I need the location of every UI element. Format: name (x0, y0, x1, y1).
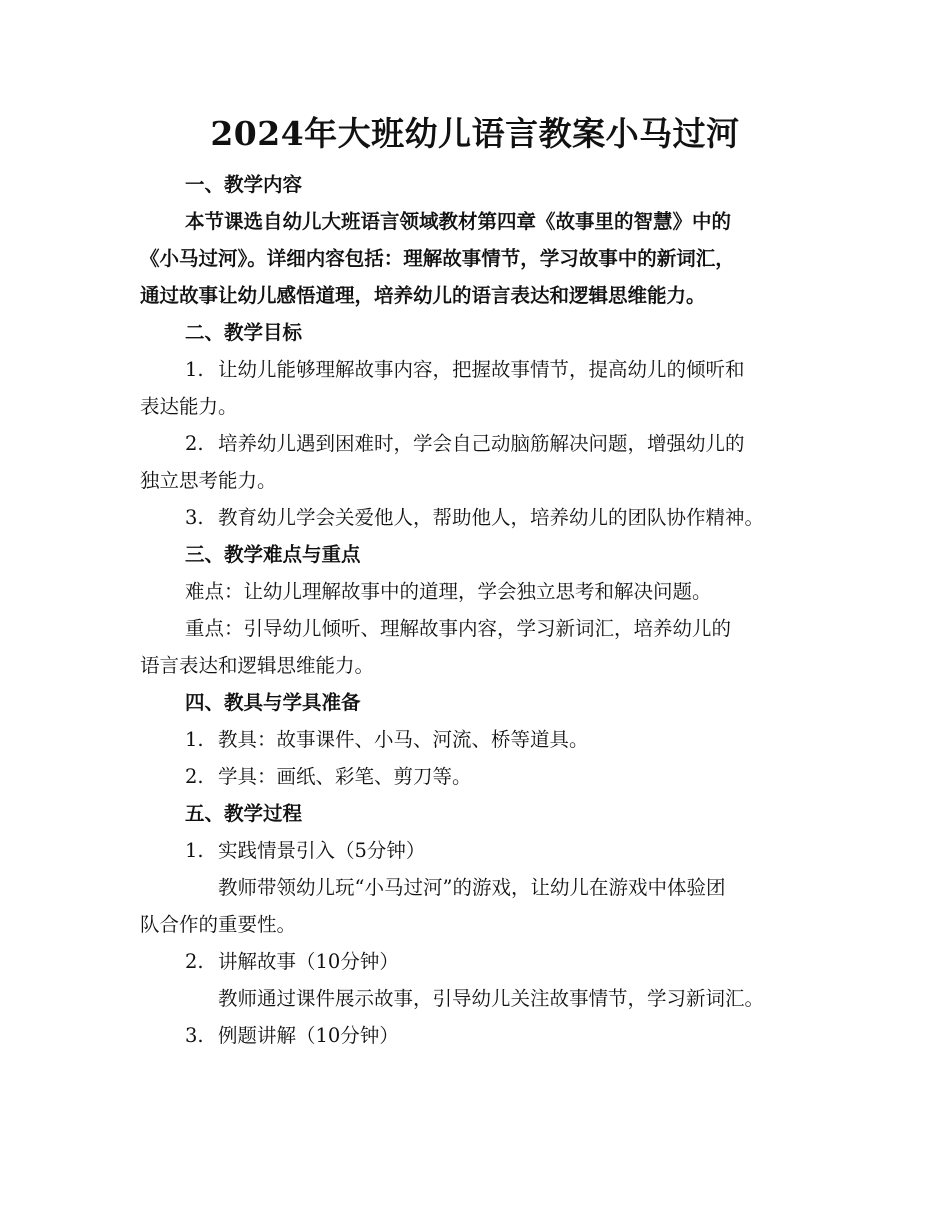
key-point-continuation: 语言表达和逻辑思维能力。 (140, 654, 375, 677)
list-number: 1. (185, 728, 204, 751)
document-body (140, 166, 820, 1054)
section-heading-objectives: 二、教学目标 (185, 321, 303, 344)
list-text: 教具：故事课件、小马、河流、桥等道具。 (218, 728, 589, 751)
list-item (140, 758, 820, 795)
section-heading-materials: 四、教具与学具准备 (185, 691, 361, 714)
step-description: 教师带领幼儿玩“小马过河”的游戏，让幼儿在游戏中体验团 (218, 876, 726, 899)
list-number: 2. (185, 765, 204, 788)
list-item (140, 425, 820, 462)
paragraph-line: 本节课选自幼儿大班语言领域教材第四章《故事里的智慧》中的 (185, 210, 732, 233)
step-description: 教师通过课件展示故事，引导幼儿关注故事情节，学习新词汇。 (218, 987, 765, 1010)
step-number: 2. (185, 950, 204, 973)
step-title: 例题讲解（10分钟） (218, 1024, 399, 1047)
list-item (140, 721, 820, 758)
list-item (140, 499, 820, 536)
list-number: 1. (185, 358, 204, 381)
difficulty-text: 难点：让幼儿理解故事中的道理，学会独立思考和解决问题。 (185, 580, 712, 603)
list-continuation: 独立思考能力。 (140, 469, 277, 492)
step-title: 讲解故事（10分钟） (218, 950, 399, 973)
paragraph-line: 《小马过河》。详细内容包括：理解故事情节，学习故事中的新词汇， (140, 247, 735, 270)
list-number: 2. (185, 432, 204, 455)
list-text: 教育幼儿学会关爱他人，帮助他人，培养幼儿的团队协作精神。 (218, 506, 765, 529)
paragraph-line: 通过故事让幼儿感悟道理，培养幼儿的语言表达和逻辑思维能力。 (140, 284, 706, 307)
key-point-text: 重点：引导幼儿倾听、理解故事内容，学习新词汇，培养幼儿的 (185, 617, 732, 640)
step-description-continuation: 队合作的重要性。 (140, 913, 297, 936)
step-number: 1. (185, 839, 204, 862)
list-item (140, 351, 820, 388)
step-item (140, 943, 820, 980)
section-heading-content: 一、教学内容 (185, 173, 303, 196)
list-number: 3. (185, 506, 204, 529)
list-continuation: 表达能力。 (140, 395, 238, 418)
step-item (140, 1017, 820, 1054)
list-text: 让幼儿能够理解故事内容，把握故事情节，提高幼儿的倾听和 (218, 358, 745, 381)
list-text: 学具：画纸、彩笔、剪刀等。 (218, 765, 472, 788)
step-item (140, 832, 820, 869)
document-title: 2024年大班幼儿语言教案小马过河 (210, 114, 740, 153)
step-title: 实践情景引入（5分钟） (218, 839, 426, 862)
section-heading-difficulty: 三、教学难点与重点 (185, 543, 361, 566)
list-text: 培养幼儿遇到困难时，学会自己动脑筋解决问题，增强幼儿的 (218, 432, 745, 455)
step-number: 3. (185, 1024, 204, 1047)
section-heading-process: 五、教学过程 (185, 802, 303, 825)
